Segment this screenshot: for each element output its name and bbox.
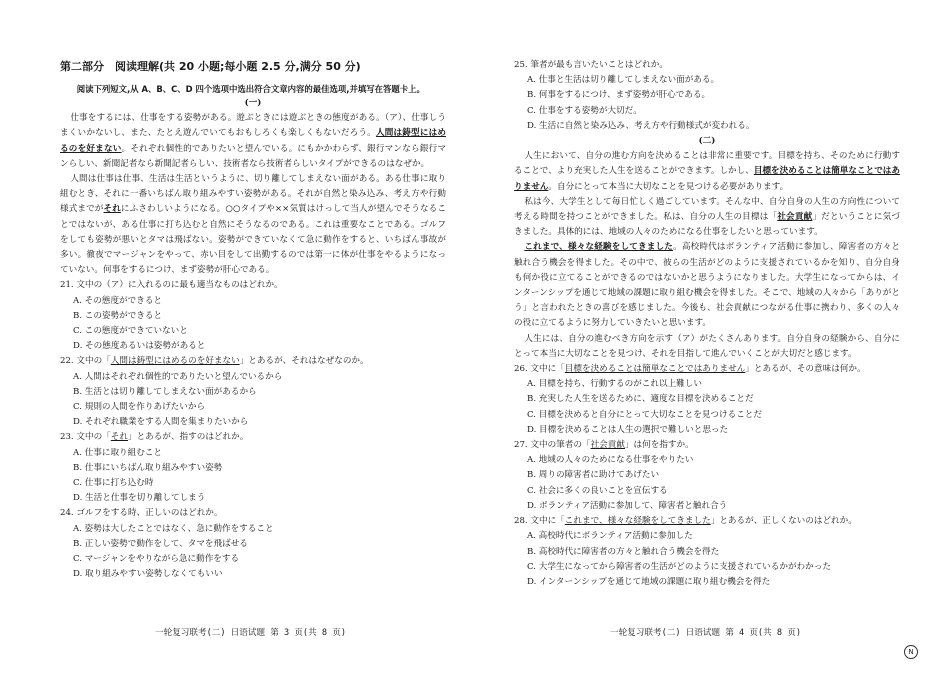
question-28: 28. 文中に「これまで、様々な経験をしてきました」とあるが、正しくないのはどれか。 [514,516,857,527]
page-footer-left: 一轮复习联考(二) 日语试题 第 3 页(共 8 页) [155,628,346,638]
question-27: 27. 文中の筆者の「社会貢献」は何を指すか。 [514,440,694,451]
question-26: 26. 文中に「目標を決めることは簡単なことではありません」とあるが、その意味は何か。 [514,364,866,375]
option: C. 大学生になってから障害者の生活がどのように支援されているかがわかった [527,561,831,572]
option: D. それぞれ職業をする人間を集まりたいから [73,417,249,428]
option: B. 周りの障害者に助けてあげたい [527,470,660,481]
passage1-heading: (一) [244,98,262,108]
passage2-heading: (二) [698,136,716,147]
option: C. 規則の人間を作りあげたいから [73,402,206,413]
option: B. 高校時代に障害者の方々と触れ合う機会を得た [527,546,720,557]
passage2-paragraph1: 人生において、自分の進む方向を決めることは非常に重要です。目標を持ち、そのために行動することで、より充実した人生を送ることができます。しかし、目標を決めることは簡単なことではありません。自分にとって本当に大切なことを見つける必要があります。 [514,151,900,192]
option: A. その態度ができると [73,295,163,306]
option: B. 生活とは切り離してしまえない面があるから [73,386,257,397]
option: B. 仕事にいちばん取り組みやすい姿勢 [73,462,223,473]
passage2-paragraph2: 私は今、大学生として毎日忙しく過ごしています。そんな中、自分自身の人生の方向性について考える時間を持つことができました。私は、自分の人生の目標は「社会貢献」だということに気づきました。具体的には、地域の人々のためになる仕事をしたいと思っています。 [514,196,900,238]
option: C. 仕事に打ち込む時 [73,478,154,489]
passage2-paragraph4: 人生には、自分の進むべき方向を示す（ア）がたくさんあります。自分自身の経験から、自分にとって本当に大切なことを見つけ、それを目指して進んでいくことが大切だと感じます。 [514,333,900,359]
underlined-phrase-4: 社会貢献 [777,212,813,223]
corner-badge: N [904,645,918,659]
passage1-paragraph2: 人間は仕事は仕事、生活は生活というように、切り離してしまえない面がある。ある仕事に取り組むとき、それに一番いちばん取り組みやすい姿勢がある。それが自然と染み込み、考え方や行動様式までがそれにふさわしいようになる。○○タイプや××気質はけっして当人が望んでそうなることではないが、ある仕事に打ち込むと自然にそうなるのである。これは重要なことである。ゴルフをしても姿勢が悪いとタマは飛ばない。姿勢ができていなくて急に動作をすると、いちばん事故が多い。徹夜でマージャンをやって、赤い目をして出勤するのでは第一に体が仕事をやるようになっていない。何事をするにつけ、まず姿勢が肝心である。 [60,174,446,276]
option: D. ボランティア活動に参加して、障害者と触れ合う [527,500,728,511]
passage2-paragraph3: これまで、様々な経験をしてきました。高校時代はボランティア活動に参加し、障害者の方々と触れ合う機会を得ました。その中で、彼らの生活がどのように支援されているかを知り、自分自身も何か役に立てることができるのではないかと思うようになりました。大学生になってからは、インターンシップを通じて地域の課題に取り組む機会を得ました。そこで、地域の人々から「ありがとう」と言われたときの喜びを感じました。今後も、社会貢献につながる仕事に携わり、多くの人々の役に立てるように努力していきたいと思います。 [514,242,900,329]
right-column [514,58,900,590]
option: B. この姿勢ができると [73,310,163,321]
underlined-phrase-2: それ [103,204,121,215]
left-column [60,58,446,583]
passage1-paragraph1: 仕事をするには、仕事をする姿勢がある。遊ぶときには遊ぶときの態度がある。（ア）、仕事しうまくいかないし、また、たとえ遊んでいてもおもしろくも楽しくもないだろう。人間は鋳型にはめるのを好まない。それぞれ個性的でありたいと望んでいる。にもかかわらず、銀行マンなら銀行マンらしい、新聞記者なら新聞記者らしい、技術者なら技術者らしいタイプができるのはなぜか。 [60,113,446,169]
option: A. 高校時代にボランティア活動に参加した [527,531,693,542]
question-21: 21. 文中の（ア）に入れるのに最も適当なものはどれか。 [60,280,283,291]
option: C. 目標を決めると自分にとって大切なことを見つけることだ [527,409,762,420]
option: D. 取り組みやすい姿勢しなくてもいい [73,569,223,580]
option: D. インターンシップを通じて地域の課題に取り組む機会を得た [527,576,771,587]
question-23: 23. 文中の「それ」とあるが、指すのはどれか。 [60,432,249,443]
option: A. 目標を持ち、行動するのがこれ以上難しい [527,379,702,390]
option: A. 姿勢は大したことではなく、急に動作をすること [73,523,274,534]
option: C. 社会に多くの良いことを宣伝する [527,485,668,496]
question-25: 25. 筆者が最も言いたいことはどれか。 [514,60,668,70]
option: C. 仕事をする姿勢が大切だ。 [527,105,642,116]
question-22: 22. 文中の「人間は鋳型にはめるのを好まない」とあるが、それはなぜなのか。 [60,356,369,367]
option: A. 仕事と生活は切り離してしまえない面がある。 [527,75,720,86]
option: D. 生活と仕事を切り離してしまう [73,493,206,504]
option: D. その態度あるいは姿勢があると [73,341,206,352]
option: D. 目標を決めることは人生の選択で難しいと思った [527,424,729,435]
option: B. 充実した人生を送るために、適度な目標を決めることだ [527,394,754,405]
option: B. 正しい姿勢で動作をして、タマを飛ばせる [73,538,248,549]
option: C. この態度ができていないと [73,326,188,337]
page-footer-right: 一轮复习联考(二) 日语试题 第 4 页(共 8 页) [610,628,801,638]
underlined-phrase-5: これまで、様々な経験をしてきました [524,242,674,253]
option: B. 何事をするにつけ、まず姿勢が肝心である。 [527,90,711,101]
option: A. 地域の人々のためになる仕事をやりたい [527,455,694,466]
question-24: 24. ゴルフをする時、正しいのはどれか。 [60,508,223,519]
section-title: 第二部分 阅读理解(共 20 小题;每小题 2.5 分,满分 50 分) [60,60,361,73]
option: A. 人間はそれぞれ個性的でありたいと望んでいるから [73,371,283,382]
option: A. 仕事に取り組むこと [73,447,163,458]
underlined-phrase-3: 目標を決めることは簡単なことではありません [514,166,900,192]
instructions: 阅读下列短文,从 A、B、C、D 四个选项中选出符合文章内容的最佳选项,并填写在答题卡上。 [76,84,425,94]
option: D. 生活に自然と染み込み、考え方や行動様式が変われる。 [527,120,755,131]
option: C. マージャンをやりながら急に動作をする [73,554,240,565]
underlined-phrase-1: 人間は鋳型にはめるのを好まない [60,128,446,154]
